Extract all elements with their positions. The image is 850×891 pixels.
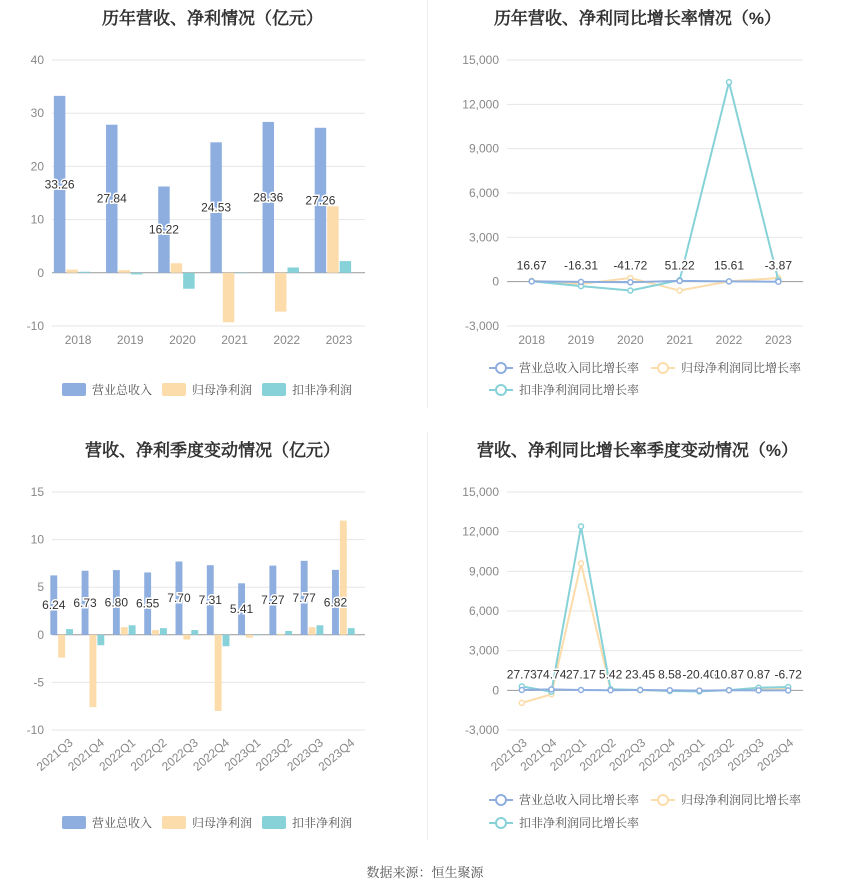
- data-label: 6.55: [135, 596, 160, 611]
- x-tick-label: 2023Q4: [754, 735, 797, 774]
- data-point: [628, 280, 633, 285]
- y-tick-label: 9,000: [468, 564, 499, 579]
- data-point: [608, 688, 613, 693]
- x-tick-label: 2022Q4: [636, 735, 678, 774]
- legend-swatch: [262, 816, 286, 829]
- data-label: 51.22: [664, 258, 695, 273]
- data-label: 7.70: [167, 591, 191, 606]
- y-tick-label: -10: [26, 723, 44, 737]
- annual-growth-rate-panel: [425, 0, 850, 410]
- x-tick-label: 2022Q3: [159, 735, 201, 774]
- y-tick-label: -3,000: [464, 319, 499, 333]
- data-label: 27.26: [305, 193, 336, 208]
- x-tick-label: 2023Q1: [665, 735, 708, 774]
- x-tick-label: 2021: [221, 333, 248, 347]
- quarterly-growth-rate-panel: [425, 430, 850, 850]
- legend-label: 扣非净利润同比增长率: [519, 383, 640, 397]
- bar: [223, 273, 234, 322]
- annual-revenue-profit-chart: [0, 0, 425, 410]
- data-point: [727, 80, 732, 85]
- data-point: [677, 278, 682, 283]
- y-tick-label: 0: [492, 683, 499, 698]
- bar: [90, 635, 97, 707]
- data-label: 27.73: [506, 667, 537, 682]
- quarterly-growth-rate-chart: [425, 430, 850, 850]
- legend-label: 扣非净利润: [292, 383, 353, 397]
- y-tick-label: -5: [33, 675, 44, 690]
- legend-marker: [496, 363, 506, 373]
- chart-title: 营收、净利季度变动情况（亿元）: [85, 441, 340, 460]
- data-point: [529, 279, 534, 284]
- x-tick-label: 2022Q1: [96, 735, 139, 774]
- x-tick-label: 2023Q2: [252, 735, 295, 774]
- x-tick-label: 2023Q4: [315, 735, 358, 774]
- x-tick-label: 2018: [64, 333, 92, 347]
- legend-marker: [496, 818, 506, 828]
- legend-swatch: [62, 383, 86, 396]
- legend-swatch: [162, 816, 186, 829]
- x-tick-label: 2018: [518, 333, 546, 347]
- x-tick-label: 2019: [116, 333, 144, 347]
- data-label: -3.87: [764, 258, 793, 273]
- data-point: [727, 279, 732, 284]
- data-label: 10.87: [713, 667, 745, 682]
- bar: [275, 273, 286, 312]
- chart-title: 历年营收、净利同比增长率情况（%）: [493, 9, 782, 28]
- x-tick-label: 2022Q2: [576, 735, 619, 774]
- data-label: 0.87: [746, 667, 771, 682]
- y-tick-label: 3,000: [468, 643, 499, 658]
- data-point: [579, 524, 584, 529]
- data-point: [667, 688, 672, 693]
- y-tick-label: 10: [30, 532, 44, 547]
- data-label: 6.24: [42, 598, 66, 613]
- y-tick-label: -10: [26, 319, 44, 333]
- y-tick-label: 10: [30, 212, 44, 227]
- x-tick-label: 2022: [273, 333, 301, 347]
- bar: [66, 270, 77, 273]
- bar: [340, 261, 351, 273]
- bar: [119, 270, 130, 273]
- bar: [287, 267, 298, 272]
- data-label: 6.82: [323, 595, 348, 610]
- data-label: 15.61: [713, 258, 745, 273]
- data-point: [756, 688, 761, 693]
- quarterly-revenue-profit-chart: [0, 430, 425, 850]
- bar: [277, 634, 284, 635]
- legend-marker: [658, 795, 668, 805]
- data-point: [727, 688, 732, 693]
- series-line: [522, 689, 788, 690]
- legend-label: 扣非净利润同比增长率: [519, 816, 640, 830]
- data-point: [628, 288, 633, 293]
- bar: [309, 627, 316, 635]
- x-tick-label: 2023Q2: [695, 735, 737, 774]
- bar: [121, 627, 128, 635]
- x-tick-label: 2023Q1: [221, 735, 264, 774]
- x-tick-label: 2019: [567, 333, 595, 347]
- legend-marker: [496, 795, 506, 805]
- legend-swatch: [62, 816, 86, 829]
- data-label: -16.31: [563, 258, 599, 273]
- data-label: 6.80: [104, 595, 129, 610]
- y-tick-label: 6,000: [468, 186, 499, 200]
- data-point: [786, 688, 791, 693]
- data-point: [638, 688, 643, 693]
- data-label: 7.77: [292, 590, 316, 605]
- data-label: 24.53: [201, 200, 232, 215]
- data-label: 6.73: [73, 595, 97, 610]
- y-tick-label: 3,000: [468, 230, 499, 245]
- bar: [340, 521, 347, 635]
- legend-label: 营业总收入: [92, 816, 153, 830]
- bar: [215, 635, 222, 711]
- data-point: [697, 688, 702, 693]
- y-tick-label: 15,000: [462, 485, 499, 499]
- legend-label: 归母净利润: [192, 383, 253, 397]
- y-tick-label: 5: [37, 580, 44, 595]
- bar: [191, 630, 198, 635]
- quarterly-revenue-profit-panel: [0, 430, 425, 850]
- data-point: [549, 687, 554, 692]
- x-tick-label: 2022Q1: [547, 735, 589, 774]
- bar: [183, 635, 190, 640]
- legend-label: 营业总收入同比增长率: [519, 793, 640, 807]
- y-tick-label: 12,000: [462, 524, 499, 539]
- x-tick-label: 2021Q3: [488, 735, 530, 774]
- legend-swatch: [162, 383, 186, 396]
- y-tick-label: 40: [30, 53, 44, 67]
- legend-label: 归母净利润同比增长率: [681, 361, 802, 375]
- x-tick-label: 2021: [666, 333, 694, 347]
- bar: [348, 628, 355, 635]
- chart-title: 营收、净利同比增长率季度变动情况（%）: [476, 441, 799, 460]
- bar: [285, 631, 292, 635]
- legend-label: 营业总收入: [92, 383, 153, 397]
- x-tick-label: 2022Q2: [127, 735, 170, 774]
- x-tick-label: 2021Q4: [65, 735, 107, 774]
- legend-marker: [658, 363, 668, 373]
- y-tick-label: 0: [37, 627, 44, 642]
- data-point: [519, 700, 524, 705]
- bar: [246, 635, 253, 638]
- y-tick-label: 0: [37, 265, 44, 280]
- data-label: 8.58: [658, 667, 682, 682]
- bar: [223, 635, 230, 646]
- data-label: 5.41: [229, 602, 254, 617]
- bar: [66, 629, 73, 635]
- data-label: 74.74: [536, 667, 567, 682]
- data-label: -41.72: [613, 258, 648, 273]
- data-label: 16.67: [516, 258, 547, 273]
- x-tick-label: 2021Q4: [517, 735, 560, 774]
- y-tick-label: 12,000: [462, 97, 499, 112]
- bar: [129, 625, 136, 635]
- bar: [316, 625, 323, 635]
- bar: [97, 635, 104, 645]
- y-tick-label: 9,000: [468, 141, 499, 156]
- y-tick-label: 20: [30, 159, 44, 174]
- data-point: [579, 279, 584, 284]
- y-tick-label: 15: [30, 485, 44, 499]
- data-label: 7.31: [198, 593, 222, 608]
- chart-title: 历年营收、净利情况（亿元）: [102, 9, 323, 28]
- legend-label: 营业总收入同比增长率: [519, 361, 640, 375]
- data-label: 23.45: [625, 667, 656, 682]
- bar: [327, 206, 338, 272]
- bar: [254, 635, 261, 636]
- data-label: 7.27: [261, 593, 285, 608]
- y-tick-label: 0: [492, 274, 499, 289]
- legend-swatch: [262, 383, 286, 396]
- x-tick-label: 2023: [325, 333, 353, 347]
- data-point: [579, 687, 584, 692]
- bar: [152, 630, 159, 635]
- x-tick-label: 2023: [764, 333, 792, 347]
- data-label: -6.72: [774, 667, 802, 682]
- y-tick-label: 15,000: [462, 53, 499, 67]
- y-tick-label: 6,000: [468, 604, 499, 618]
- bar: [183, 273, 194, 289]
- x-tick-label: 2022: [715, 333, 743, 347]
- bar: [171, 263, 182, 273]
- data-label: 27.17: [565, 667, 597, 682]
- annual-growth-rate-chart: [425, 0, 850, 410]
- x-tick-label: 2022Q4: [190, 735, 233, 774]
- legend-label: 扣非净利润: [292, 816, 353, 830]
- series-line: [532, 281, 779, 282]
- bar: [160, 628, 167, 635]
- data-label: -20.40: [682, 667, 717, 682]
- data-label: 27.84: [96, 191, 127, 206]
- x-tick-label: 2021Q3: [33, 735, 76, 774]
- data-source-footer: 数据来源：恒生聚源: [366, 865, 484, 880]
- data-label: 28.36: [253, 190, 284, 205]
- x-tick-label: 2020: [616, 333, 644, 347]
- x-tick-label: 2023Q3: [724, 735, 767, 774]
- x-tick-label: 2022Q3: [606, 735, 649, 774]
- legend-label: 归母净利润同比增长率: [681, 793, 802, 807]
- data-point: [677, 288, 682, 293]
- bar: [235, 273, 246, 274]
- bar: [79, 272, 90, 273]
- x-tick-label: 2023Q3: [284, 735, 326, 774]
- data-label: 16.22: [148, 222, 179, 237]
- legend-marker: [496, 385, 506, 395]
- data-point: [519, 687, 524, 692]
- legend-label: 归母净利润: [192, 816, 253, 830]
- data-label: 33.26: [44, 177, 75, 192]
- data-label: 5.42: [598, 667, 623, 682]
- bar: [58, 635, 65, 658]
- annual-revenue-profit-panel: [0, 0, 425, 410]
- data-point: [776, 279, 781, 284]
- bar: [131, 273, 142, 275]
- y-tick-label: -3,000: [464, 723, 499, 737]
- x-tick-label: 2020: [169, 333, 196, 347]
- data-point: [579, 561, 584, 566]
- y-tick-label: 30: [30, 106, 44, 121]
